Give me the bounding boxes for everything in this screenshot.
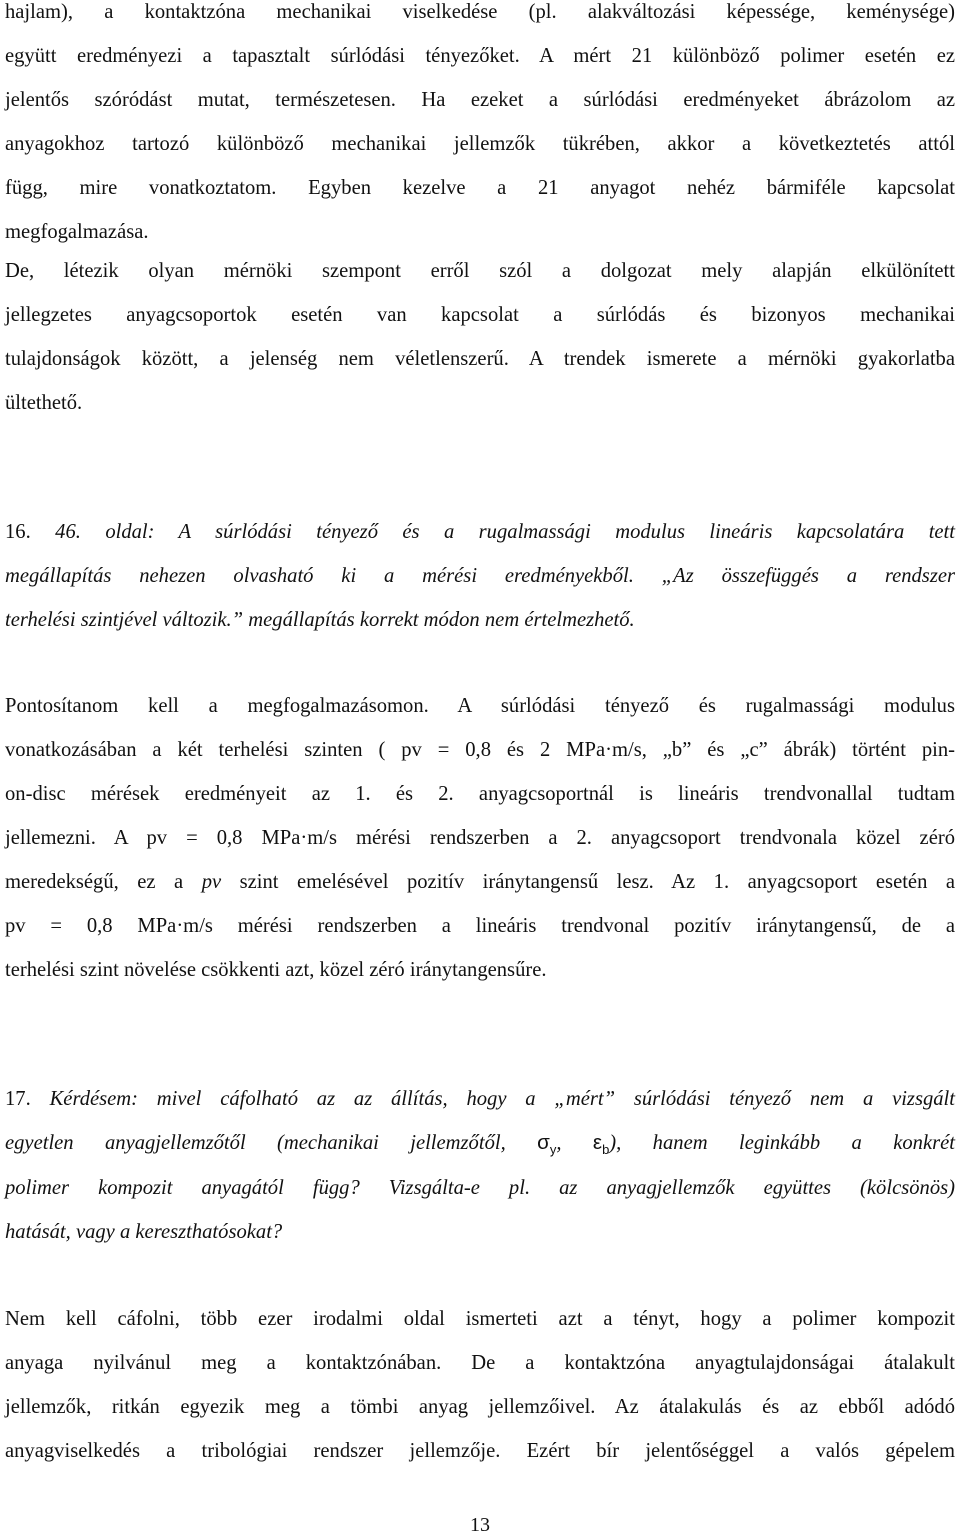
- answer-16-line: on-disc mérések eredményeit az 1. és 2. anyagcsoportnál is lineáris trendvonallal tudtam: [5, 783, 955, 805]
- question-17-line-1: [5, 1077, 955, 1121]
- answer-16-line: jellemezni. A pv = 0,8 MPa·m/s mérési rendszerben a 2. anyagcsoport trendvonala közel zéró: [5, 827, 955, 849]
- text-segment: ,: [556, 1132, 593, 1154]
- question-17-line-4: hatását, vagy a kereszthatósokat?: [5, 1221, 283, 1243]
- paragraph-line: anyagokhoz tartozó különböző mechanikai jellemzők tükrében, akkor a következtetés attól: [5, 133, 955, 155]
- paragraph-line: jelentős szóródást mutat, természetesen. Ha ezeket a súrlódási eredményeket ábrázolom az: [5, 89, 955, 111]
- question-number: 16.: [5, 521, 31, 543]
- paragraph-line: tulajdonságok között, a jelenség nem véletlenszerű. A trendek ismerete a mérnöki gyakorlatba: [5, 348, 955, 370]
- page-number: 13: [470, 1514, 490, 1536]
- question-16-line-1: [5, 510, 955, 554]
- question-16-line-3: terhelési szintjével változik.” megállapítás korrekt módon nem értelmezhető.: [5, 609, 635, 631]
- paragraph-line: függ, mire vonatkoztatom. Egyben kezelve a 21 anyagot nehéz bármiféle kapcsolat: [5, 177, 955, 199]
- text-segment: ), hanem leginkább a konkrét: [609, 1132, 955, 1154]
- paragraph-line: ültethető.: [5, 392, 83, 414]
- text-segment: szint emelésével pozitív iránytangensű lesz. Az 1. anyagcsoport esetén a: [221, 871, 955, 893]
- answer-16-line: pv = 0,8 MPa·m/s mérési rendszerben a lineáris trendvonal pozitív iránytangensű, de a: [5, 915, 955, 937]
- answer-16-line: Pontosítanom kell a megfogalmazásomon. A súrlódási tényező és rugalmassági modulus: [5, 695, 955, 717]
- answer-16-line: terhelési szint növelése csökkenti azt, közel zéró iránytangensűre.: [5, 959, 547, 981]
- paragraph-line: együtt eredményezi a tapasztalt súrlódási tényezőket. A mért 21 különböző polimer esetén ez: [5, 45, 955, 67]
- question-text: Kérdésem: mivel cáfolható az az állítás, hogy a „mért” súrlódási tényező nem a vizsgált: [49, 1088, 955, 1110]
- paragraph-line: jellegzetes anyagcsoportok esetén van kapcsolat a súrlódás és bizonyos mechanikai: [5, 304, 955, 326]
- answer-17-line: anyaga nyilvánul meg a kontaktzónában. De a kontaktzóna anyagtulajdonságai átalakult: [5, 1352, 955, 1374]
- question-17-line-2: [5, 1121, 955, 1165]
- question-number: 17.: [5, 1088, 31, 1110]
- epsilon-symbol: ε: [592, 1131, 603, 1154]
- answer-17-line: Nem kell cáfolni, több ezer irodalmi oldal ismerteti azt a tényt, hogy a polimer kompozit: [5, 1308, 955, 1330]
- symbol-subscript: b: [602, 1142, 610, 1158]
- paragraph-line: De, létezik olyan mérnöki szempont erről szól a dolgozat mely alapján elkülönített: [5, 260, 955, 282]
- answer-17-line: jellemzők, ritkán egyezik meg a tömbi anyag jellemzőivel. Az átalakulás és az ebből adódó: [5, 1396, 955, 1418]
- answer-17-line: anyagviselkedés a tribológiai rendszer jellemzője. Ezért bír jelentőséggel a valós gépelem: [5, 1440, 955, 1462]
- question-16-line-2: megállapítás nehezen olvasható ki a mérési eredményekből. „Az összefüggés a rendszer: [5, 565, 955, 587]
- question-text: 46. oldal: A súrlódási tényező és a rugalmassági modulus lineáris kapcsolatára tett: [55, 521, 956, 543]
- text-segment: meredekségű, ez a: [5, 871, 202, 893]
- text-segment-italic: pv: [201, 871, 222, 893]
- paragraph-line: megfogalmazása.: [5, 221, 149, 243]
- answer-16-line: [5, 860, 955, 904]
- symbol-subscript: y: [549, 1142, 557, 1158]
- text-segment: egyetlen anyagjellemzőtől (mechanikai jellemzőtől,: [5, 1132, 538, 1154]
- paragraph-line: hajlam), a kontaktzóna mechanikai viselkedése (pl. alakváltozási képessége, keménysége): [5, 1, 955, 23]
- sigma-symbol: σ: [537, 1131, 550, 1154]
- answer-16-line: vonatkozásában a két terhelési szinten ( pv = 0,8 és 2 MPa·m/s, „b” és „c” ábrák) történt pin-: [5, 739, 955, 761]
- question-17-line-3: polimer kompozit anyagától függ? Vizsgálta-e pl. az anyagjellemzők együttes (kölcsönös): [5, 1177, 955, 1199]
